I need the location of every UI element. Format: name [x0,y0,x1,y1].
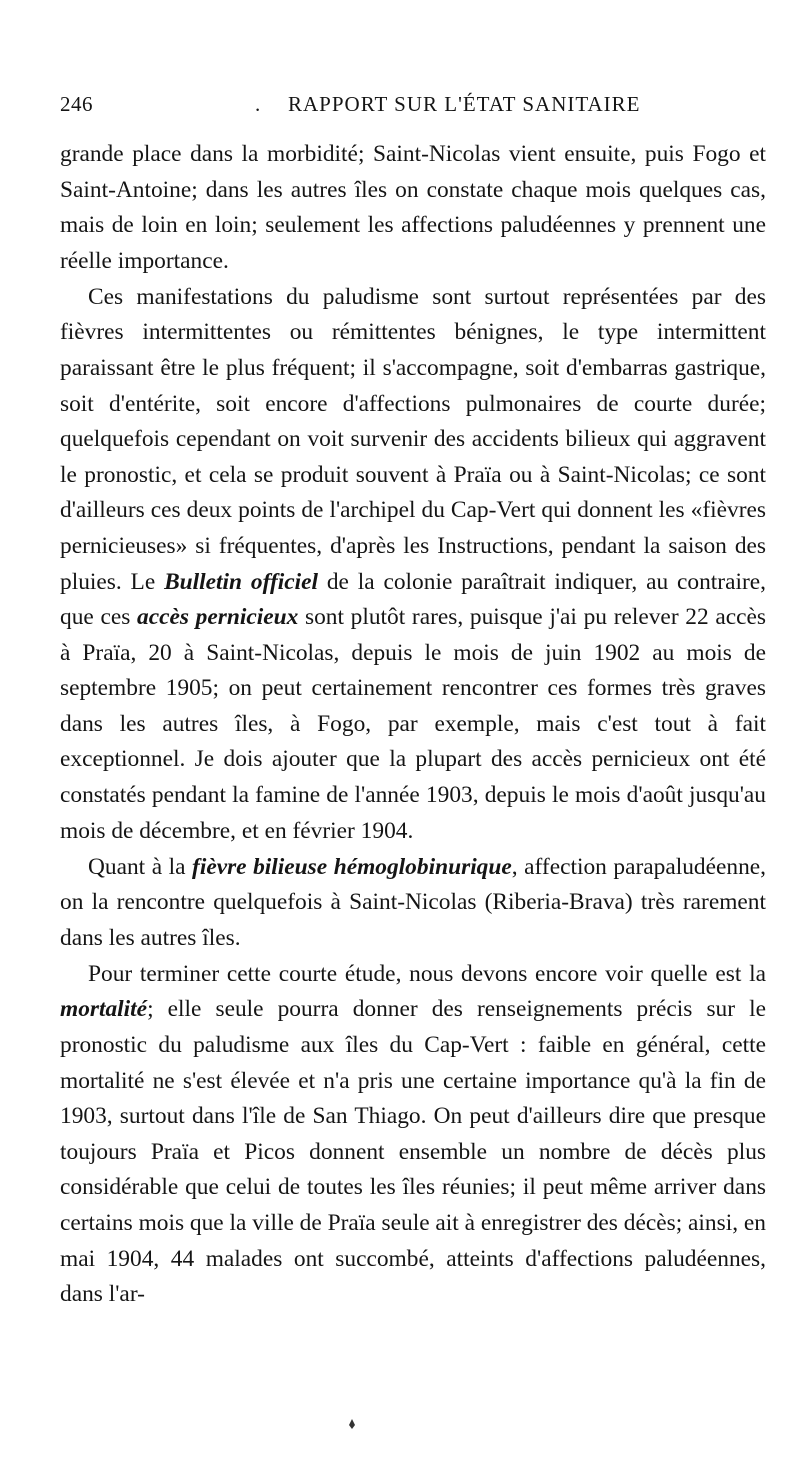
paragraph-4 [60,957,766,1313]
paragraph-2-text-a: Ces manifestations du paludisme sont surtout représentées par des fièvres intermittentes ou rémittentes bénignes, le type intermittent paraissant être le plus fréquent; il s'accompagne, soit d'embarras gastrique, soit d'entérite, soit encore d'affections pulmonaires de courte durée; quelquefois cependant on voit survenir des accidents bilieux qui aggravent le pronostic, et cela se produit souvent à Praïa ou à Saint-Nicolas; ce sont d'ailleurs ces deux points de l'archipel du Cap-Vert qui donnent les «fièvres pernicieuses» si fréquentes, d'après les Instructions, pendant la saison des pluies. Le [60,283,766,595]
paragraph-2-text-c: sont plutôt rares, puisque j'ai pu relever 22 accès à Praïa, 20 à Saint-Nicolas, depuis le mois de juin 1902 au mois de septembre 1905; on peut certainement rencontrer ces formes très graves dans les autres îles, à Fogo, par exemple, mais c'est tout à fait exceptionnel. Je dois ajouter que la plupart des accès pernicieux ont été constatés pendant la famine de l'année 1903, depuis le mois d'août jusqu'au mois de décembre, et en février 1904. [60,604,766,844]
paragraph-3-text-a: Quant à la [88,853,193,880]
paragraph-1 [60,137,766,279]
mortalite-italic: mortalité [60,996,148,1023]
paragraph-2-text-b: de la colonie paraîtrait indiquer, au contraire, que ces [60,568,766,631]
fievre-bilieuse-italic: fièvre bilieuse hémoglobinurique [192,853,512,880]
bulletin-officiel-italic: Bulletin officiel [164,568,319,595]
footer-mark [348,1418,356,1433]
paragraph-3 [60,850,766,957]
ink-mark-icon [348,1419,356,1429]
paragraph-4-text-b: ; elle seule pourra donner des renseignements précis sur le pronostic du paludisme aux îles du Cap-Vert : faible en général, cette mortalité ne s'est élevée et n'a pris une certaine importance qu'à la fin de 1903, surtout dans l'île de San Thiago. On peut d'ailleurs dire que presque toujours Praïa et Picos donnent ensemble un nombre de décès plus considérable que celui de toutes les îles réunies; il peut même arriver dans certains mois que la ville de Praïa seule ait à enregistrer des décès; ainsi, en mai 1904, 44 malades ont succombé, atteints d'affections paludéennes, dans l'ar- [60,996,767,1308]
running-header [60,92,760,122]
paragraph-2 [60,280,766,850]
paragraph-4-text-a: Pour terminer cette courte étude, nous devons encore voir quelle est la [88,960,766,987]
paragraph-3-text-b: , affection parapaludéenne, on la rencontre quelquefois à Saint-Nicolas (Riberia-Brava) très rarement dans les autres îles. [60,853,766,951]
page-number: 246 [60,92,93,116]
acces-pernicieux-italic: accès pernicieux [137,604,299,631]
header-separator: . [255,92,261,116]
body-text [60,137,766,1313]
paragraph-1-text: grande place dans la morbidité; Saint-Nicolas vient ensuite, puis Fogo et Saint-Antoine; dans les autres îles on constate chaque mois quelques cas, mais de loin en loin; seulement les affections paludéennes y prennent une réelle importance. [60,141,766,274]
running-title: RAPPORT SUR L'ÉTAT SANITAIRE [288,92,641,116]
